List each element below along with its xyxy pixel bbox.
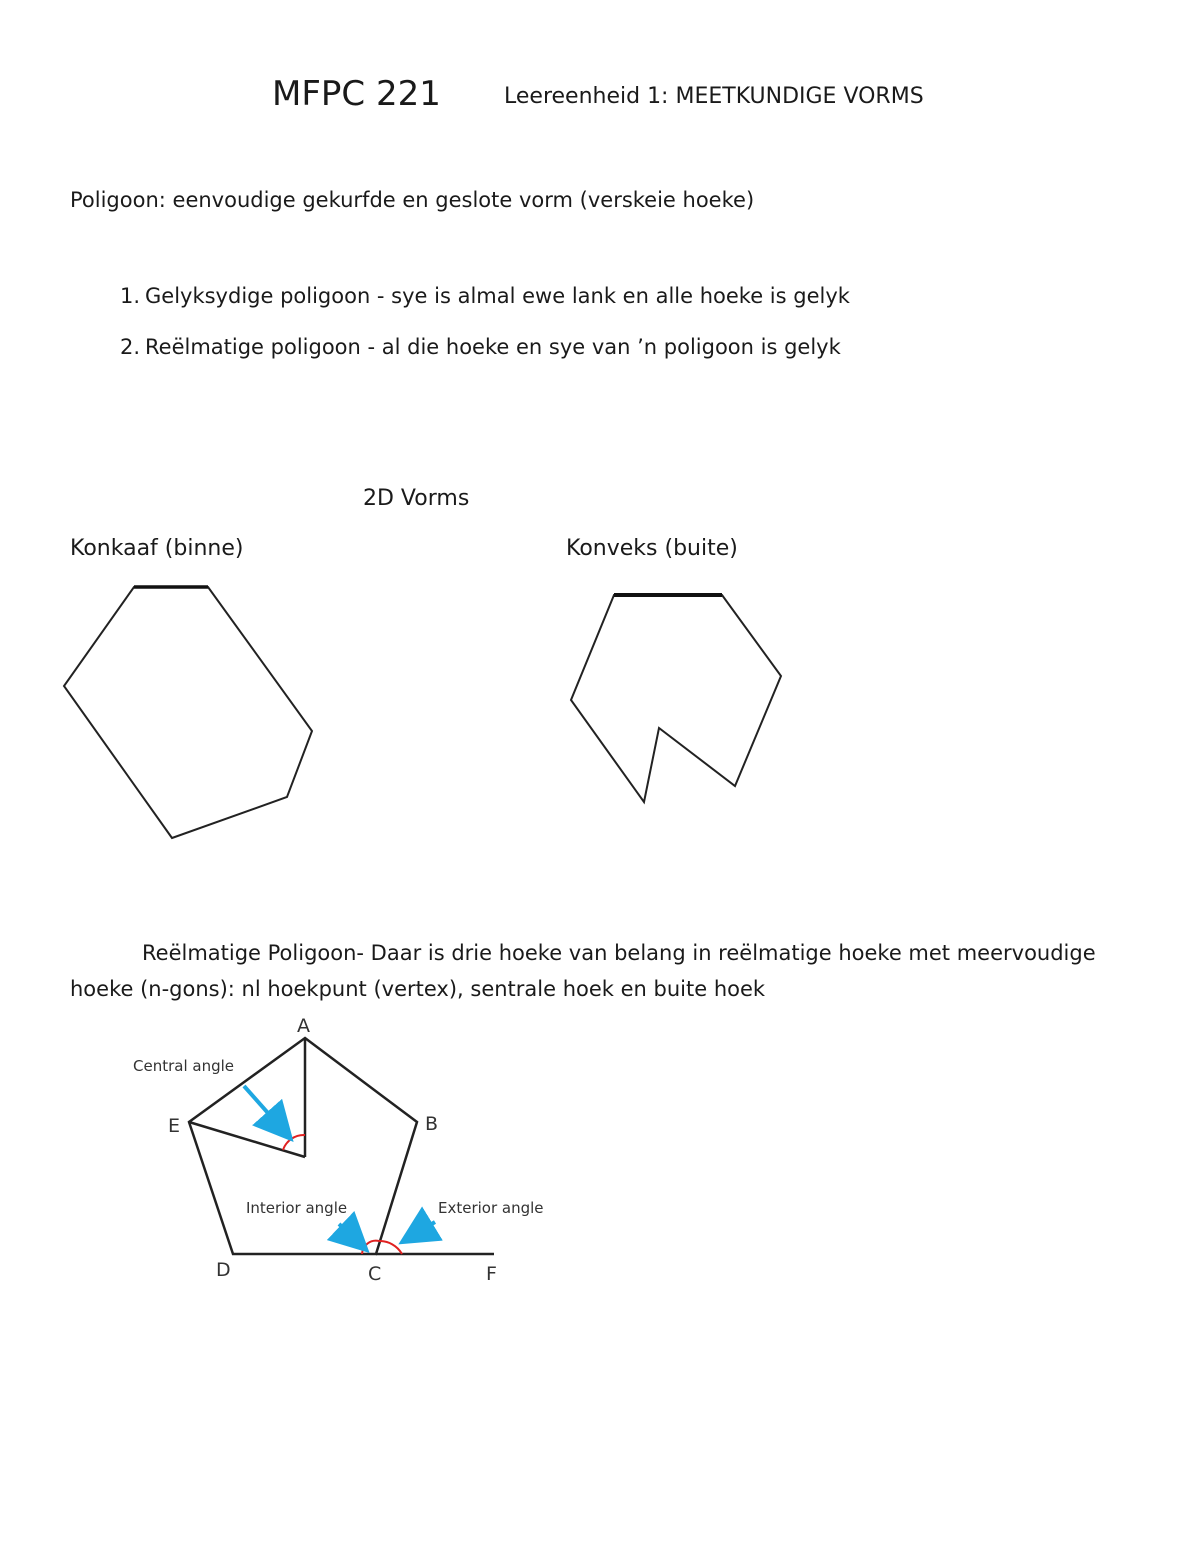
course-code: MFPC 221 (272, 74, 441, 114)
vertex-label-f: F (486, 1263, 497, 1285)
intro-text: Poligoon: eenvoudige gekurfde en geslote vorm (verskeie hoeke) (70, 188, 755, 212)
list-text: Gelyksydige poligoon - sye is almal ewe lank en alle hoeke is gelyk (145, 284, 850, 308)
center-line-e (189, 1122, 305, 1157)
exterior-angle-arc (379, 1241, 402, 1254)
vertex-label-c: C (368, 1263, 382, 1285)
exterior-angle-label: Exterior angle (438, 1199, 544, 1217)
vertex-label-d: D (216, 1259, 231, 1281)
list-number: 2. (119, 335, 140, 359)
regular-polygon-paragraph: Reëlmatige Poligoon- Daar is drie hoeke van belang in reëlmatige hoeke met meervoudige hoeke (n-gons): nl hoekpunt (vertex), sentrale hoek en buite hoek (70, 941, 1096, 1001)
central-angle-arc (283, 1135, 305, 1150)
list-text: Reëlmatige poligoon - al die hoeke en sye van ’n poligoon is gelyk (145, 335, 841, 359)
unit-title: Leereenheid 1: MEETKUNDIGE VORMS (504, 84, 924, 109)
central-angle-label: Central angle (133, 1057, 235, 1075)
interior-angle-arrow (339, 1224, 358, 1242)
convex-label: Konveks (buite) (566, 536, 738, 561)
concave-label: Konkaaf (binne) (70, 536, 244, 561)
interior-angle-label: Interior angle (246, 1199, 348, 1217)
vertex-label-a: A (297, 1015, 310, 1037)
central-angle-arrow (244, 1086, 283, 1130)
vertex-label-e: E (168, 1115, 181, 1137)
vertex-label-b: B (425, 1113, 439, 1135)
list-number: 1. (119, 284, 140, 308)
exterior-angle-arrow (412, 1222, 435, 1236)
shapes-title: 2D Vorms (363, 486, 470, 511)
